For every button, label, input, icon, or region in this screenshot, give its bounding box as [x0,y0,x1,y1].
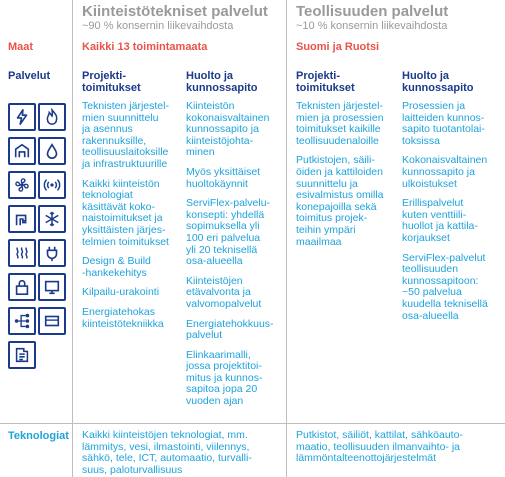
col-left-projects-p4: Kilpailu-urakointi [82,286,160,299]
divider-middle [286,0,287,477]
col-right-projects-title: Projekti- toimitukset [296,70,355,94]
col-left-maintenance-p2: Myös yksittäiset huoltokäynnit [186,165,261,190]
col-right-maintenance-p1: Prosessien ja laitteiden kunnos- sapito tuotantolai- toksissa [402,100,485,147]
maat-right-value: Suomi ja Ruotsi [296,41,380,53]
tech-right: Putkistot, säiliöt, kattilat, sähköauto- maatio, teollisuuden ilmanvaihto- ja lämmöntalteenottojärjestelmät [296,429,463,465]
water-drop-icon [38,137,66,165]
divider-horizontal [0,423,505,424]
col-right-maintenance-p4: ServiFlex-palvelut teollisuuden kunnossapitoon: ~50 palvelua kuudella teknisellä osa-alueella [402,251,488,322]
electricity-icon [8,103,36,131]
col-left-maintenance-title: Huolto ja kunnossapito [186,70,258,94]
process-icon [38,307,66,335]
col-right-projects-p2: Putkistojen, säili- öiden ja kattiloiden suunnittelu ja esivalmistus omilla konepajoilla sekä toimitus projek- teihin ympäri maailmaa [296,154,384,248]
tech-left: Kaikki kiinteistöjen teknologiat, mm. lämmitys, vesi, ilmastointi, viilennys, sähkö, tele, ICT, automaatio, turvalli- suus, paloturvallisuus [82,429,252,476]
col-left-projects-title: Projekti- toimitukset [82,70,141,94]
col-left-projects [82,70,194,338]
monitor-icon [38,273,66,301]
maat-label: Maat [8,41,34,53]
col-left-maintenance-p5: Energiatehokkuus- palvelut [186,317,274,342]
teknologiat-label: Teknologiat [8,430,69,442]
maat-left-value: Kaikki 13 toimintamaata [82,41,208,53]
document-icon [8,341,36,369]
heating-icon [8,239,36,267]
divider-left [72,0,73,477]
col-left-projects-p5: Energiatehokas kiinteistötekniikka [82,305,164,330]
left-header-subtitle: ~90 % konsernin liikevaihdosta [82,20,234,32]
col-right-maintenance-p3: Erillispalvelut kuten venttiili- huollot ja kattila- korjaukset [402,197,478,244]
lock-icon [8,273,36,301]
right-header-title: Teollisuuden palvelut [296,3,449,20]
signal-icon [38,171,66,199]
fire-icon [38,103,66,131]
snowflake-icon [38,205,66,233]
pipe-icon [8,205,36,233]
plug-icon [38,239,66,267]
network-icon [8,307,36,335]
col-right-projects [296,70,406,256]
col-left-maintenance [186,70,284,416]
palvelut-label: Palvelut [8,70,51,82]
col-right-projects-p1: Teknisten järjestel- mien ja prosessien toimitukset kaikille teollisuudenaloille [296,100,384,147]
right-header-subtitle: ~10 % konsernin liikevaihdosta [296,20,448,32]
col-left-projects-p1: Teknisten järjestel- mien suunnittelu ja asennus rakennuksille, teollisuuslaitoksille ja infrastruktuurille [82,100,169,170]
col-left-maintenance-p4: Kiinteistöjen etävalvonta ja valvomopalvelut [186,274,262,310]
col-left-maintenance-p3: ServiFlex-palvelu- konsepti: yhdellä sopimuksella yli 100 eri palvelua yli 20 teknisellä osa-alueella [186,197,271,268]
col-right-maintenance [402,70,504,330]
fan-icon [8,171,36,199]
building-icon [8,137,36,165]
left-header-title: Kiinteistötekniset palvelut [82,3,268,20]
col-left-projects-p3: Design & Build -hankekehitys [82,255,151,279]
col-left-maintenance-p1: Kiinteistön kokonaisvaltainen kunnossapito ja kiinteistöjohta- minen [186,100,270,159]
col-left-maintenance-p6: Elinkaarimalli, jossa projektitoi- mitus ja kunnos- sapitoa jopa 20 vuoden ajan [186,348,263,408]
col-right-maintenance-p2: Kokonaisvaltainen kunnossapito ja ulkoistukset [402,154,488,190]
col-left-projects-p2: Kaikki kiinteistön teknologiat käsittävät koko- naistoimitukset ja yksittäisten järjes- telmien toimitukset [82,177,169,248]
col-right-maintenance-title: Huolto ja kunnossapito [402,70,474,94]
